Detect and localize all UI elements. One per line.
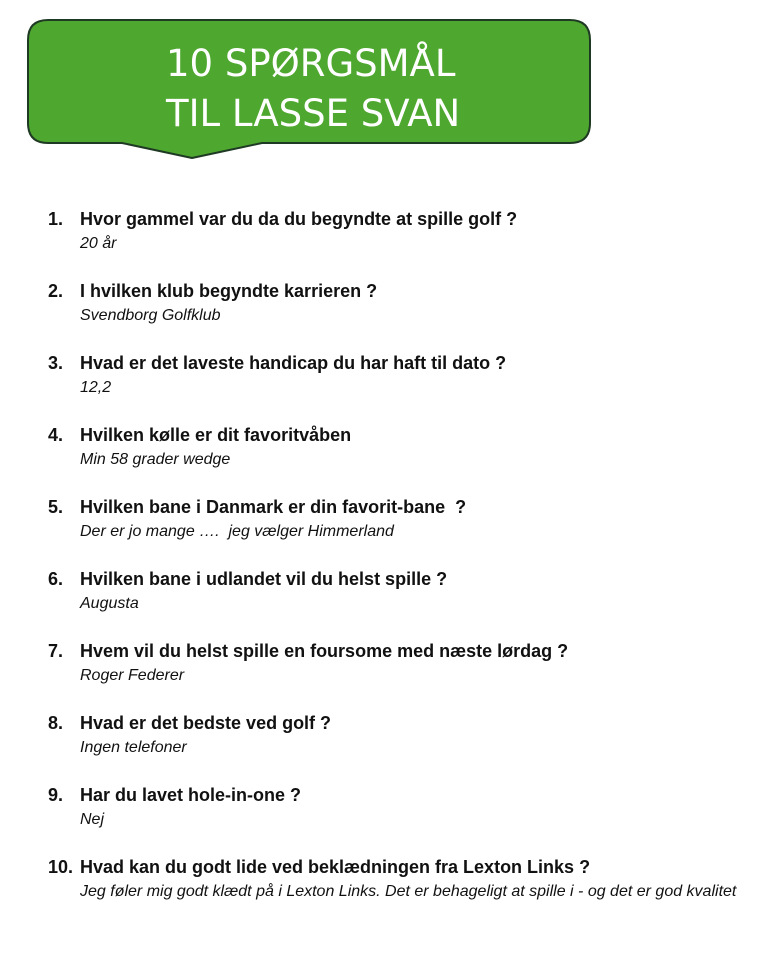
question-text: Har du lavet hole-in-one ? xyxy=(80,785,302,805)
question-number: 1. xyxy=(48,209,64,229)
list-item xyxy=(0,782,774,854)
answer-text: Der er jo mange …. jeg vælger Himmerland xyxy=(80,523,394,540)
title-line-2: TIL LASSE SVAN xyxy=(166,92,461,135)
list-item xyxy=(0,854,774,950)
list-item xyxy=(0,422,774,494)
list-item xyxy=(0,206,774,278)
answer-text: Nej xyxy=(80,811,105,828)
question-text: Hvad kan du godt lide ved beklædningen fra Lexton Links ? xyxy=(80,857,591,877)
answer-text: Augusta xyxy=(80,595,139,612)
page-title xyxy=(166,39,460,139)
list-item xyxy=(0,350,774,422)
list-item xyxy=(0,638,774,710)
title-callout xyxy=(26,19,592,161)
list-item xyxy=(0,710,774,782)
question-text: Hvor gammel var du da du begyndte at spille golf ? xyxy=(80,209,518,229)
answer-text: Min 58 grader wedge xyxy=(80,451,231,468)
answer-text: Roger Federer xyxy=(80,667,185,684)
title-line-1: 10 SPØRGSMÅL xyxy=(166,42,456,85)
question-number: 7. xyxy=(48,641,64,661)
question-text: Hvem vil du helst spille en foursome med næste lørdag ? xyxy=(80,641,569,661)
answer-text: 20 år xyxy=(80,235,117,252)
list-item xyxy=(0,278,774,350)
question-text: Hvilken kølle er dit favoritvåben xyxy=(80,425,352,445)
answer-text: 12,2 xyxy=(80,379,112,396)
question-number: 8. xyxy=(48,713,64,733)
question-text: Hvad er det laveste handicap du har haft til dato ? xyxy=(80,353,507,373)
question-text: I hvilken klub begyndte karrieren ? xyxy=(80,281,378,301)
question-number: 4. xyxy=(48,425,64,445)
list-item xyxy=(0,566,774,638)
list-item xyxy=(0,494,774,566)
question-list xyxy=(0,206,774,950)
question-number: 5. xyxy=(48,497,64,517)
question-number: 10. xyxy=(48,857,74,877)
question-text: Hvad er det bedste ved golf ? xyxy=(80,713,332,733)
question-number: 2. xyxy=(48,281,64,301)
answer-text: Jeg føler mig godt klædt på i Lexton Links. Det er behageligt at spille i - og det er god kvalitet xyxy=(80,883,737,900)
answer-text: Svendborg Golfklub xyxy=(80,307,221,324)
question-text: Hvilken bane i udlandet vil du helst spille ? xyxy=(80,569,448,589)
question-number: 9. xyxy=(48,785,64,805)
question-text: Hvilken bane i Danmark er din favorit-bane ? xyxy=(80,497,467,517)
question-number: 3. xyxy=(48,353,64,373)
question-number: 6. xyxy=(48,569,64,589)
answer-text: Ingen telefoner xyxy=(80,739,187,756)
